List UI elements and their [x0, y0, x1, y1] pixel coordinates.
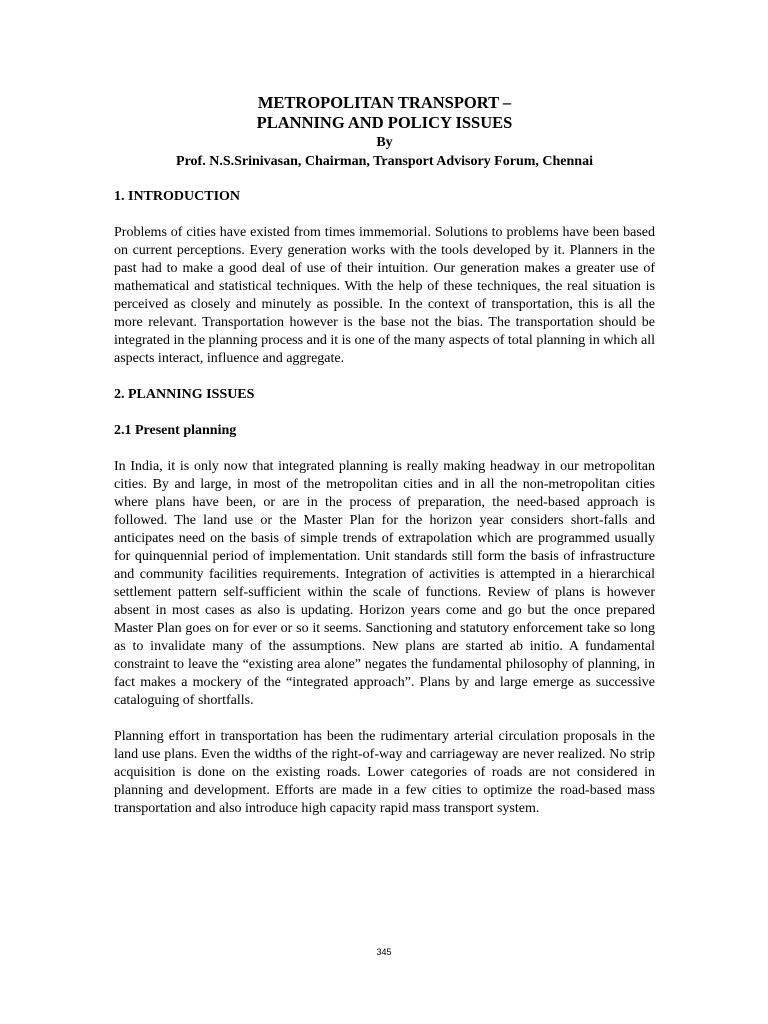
present-planning-paragraph-1: In India, it is only now that integrated planning is really making headway in our metropolitan cities. By and large, in most of the metropolitan cities and in all the non-metropolitan cities where plans have been, or are in the process of preparation, the need-based approach is followed. The land use or the Master Plan for the horizon year considers short-falls and anticipates need on the basis of simple trends of extrapolation which are programmed usually for quinquennial period of implementation. Unit standards still form the basis of infrastructure and community facilities requirements. Integration of activities is attempted in a hierarchical settlement pattern self-sufficient within the scale of functions. Review of plans is however absent in most cases as also is updating. Horizon years come and go but the once prepared Master Plan goes on for ever or so it seems. Sanctioning and statutory enforcement take so long as to invalidate many of the assumptions. New plans are started ab initio. A fundamental constraint to leave the “existing area alone” negates the fundamental philosophy of planning, in fact makes a mockery of the “integrated approach”. Plans by and large emerge as successive cataloguing of shortfalls.	[114, 459, 655, 708]
introduction-paragraph: Problems of cities have existed from times immemorial. Solutions to problems have been based on current perceptions. Every generation works with the tools developed by it. Planners in the past had to make a good deal of use of their intuition. Our generation makes a greater use of mathematical and statistical techniques. With the help of these techniques, the real situation is perceived as closely and minutely as possible. In the context of transportation, this is all the more relevant. Transportation however is the base not the bias. The transportation should be integrated in the planning process and it is one of the many aspects of total planning in which all aspects interact, influence and aggregate.	[114, 225, 655, 366]
section-heading-introduction: 1. INTRODUCTION	[114, 189, 241, 204]
section-heading-planning-issues: 2. PLANNING ISSUES	[114, 387, 255, 402]
subsection-heading-present-planning: 2.1 Present planning	[114, 423, 237, 438]
present-planning-paragraph-2: Planning effort in transportation has been the rudimentary arterial circulation proposals in the land use plans. Even the widths of the right-of-way and carriageway are never realized. No strip acquisition is done on the existing roads. Lower categories of roads are not considered in planning and development. Efforts are made in a few cities to optimize the road-based mass transportation and also introduce high capacity rapid mass transport system.	[114, 729, 655, 816]
document-title-line-1: METROPOLITAN TRANSPORT –	[257, 93, 512, 112]
document-title-line-2: PLANNING AND POLICY ISSUES	[256, 113, 513, 132]
author-line: Prof. N.S.Srinivasan, Chairman, Transport Advisory Forum, Chennai	[176, 154, 593, 169]
document-page	[114, 93, 655, 818]
page-number: 345	[376, 947, 392, 957]
byline-label: By	[376, 135, 393, 150]
